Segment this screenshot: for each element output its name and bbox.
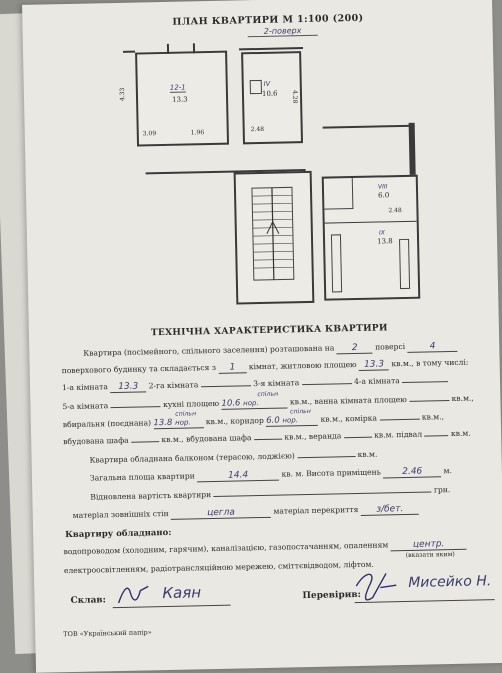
height-unit: м.	[443, 466, 453, 476]
wall-stub	[123, 51, 135, 53]
row-restore	[90, 485, 450, 502]
room1-label: 12-1	[169, 83, 186, 92]
slab-label: матеріал перекриття	[273, 504, 359, 516]
section-title: ТЕХНІЧНА ХАРАКТЕРИСТИКА КВАРТИРИ	[150, 323, 388, 339]
room3-label: VIII	[377, 183, 388, 191]
stairs-icon	[236, 173, 313, 303]
utilities-line-2: електроосвітленням, радіотрансляційною мережею, сміттєвідводом, ліфтом.	[63, 559, 374, 576]
room2-field-label: 2-га кімната	[148, 380, 199, 391]
basement-label: кв.м. підвал	[374, 429, 423, 440]
veranda-label: кв.м., веранда	[284, 431, 342, 442]
slab-value: з/бет.	[361, 504, 419, 516]
row-total	[90, 466, 452, 485]
room4-area: 13.8	[377, 237, 393, 246]
room4-label: IX	[378, 229, 385, 237]
row-balcony	[90, 450, 378, 465]
row-wc	[62, 407, 445, 431]
rooms-value: 1	[218, 362, 246, 374]
room2-area: 10.6	[261, 89, 278, 98]
row-room-list	[62, 375, 448, 394]
living-area-suffix: кв.м., в тому числі:	[391, 357, 469, 369]
total-value: 14.4	[197, 470, 279, 483]
walls-value: цегла	[171, 507, 271, 520]
compiled-label: Склав:	[70, 595, 107, 607]
wardrobe2-label: кв.м., вбудована шафа	[161, 433, 252, 445]
floor-suffix: поверсі	[375, 341, 406, 352]
walls-label: матеріал зовнішніх стін	[72, 508, 169, 520]
bath-unit: кв.м.,	[451, 393, 474, 404]
height-value: 2.46	[383, 466, 441, 478]
document-sheet	[22, 0, 502, 673]
restore-unit: грн.	[433, 485, 451, 495]
room1-field-value: 13.3	[110, 381, 146, 393]
row-kitchen	[62, 390, 474, 414]
room3-field-label: 3-я кімната	[253, 378, 300, 389]
heating-value: центр.	[391, 539, 467, 552]
room4-field-label: 4-а кімната	[353, 376, 400, 387]
utilities-label: водопроводом (холодним, гарячим), каналізацією, газопостачанням, опаленням	[63, 540, 389, 557]
window-icon	[250, 80, 262, 94]
compiled-signature-mark	[114, 582, 154, 607]
living-area-value: 13.3	[359, 359, 389, 371]
row-rooms	[62, 358, 469, 378]
room-plan-2	[241, 51, 303, 144]
room1-area: 13.3	[171, 95, 188, 104]
staircase-plan	[234, 171, 315, 305]
room1-dim-bottom-left: 3.09	[142, 130, 157, 138]
room5-field-label: 5-а кімната	[62, 401, 109, 412]
room1-field-label: 1-а кімната	[61, 382, 108, 393]
bath-fixtures-icon	[331, 234, 342, 292]
corridor-label: кв.м., коридор	[205, 415, 264, 427]
room3-area: 6.0	[378, 191, 390, 200]
room-plan-3	[322, 175, 421, 301]
room2-dim-bottom: 2.48	[250, 125, 265, 134]
heating-note: (вказати яким)	[405, 550, 455, 560]
checked-label: Перевірив:	[302, 589, 362, 602]
sink-fixtures-icon	[399, 239, 410, 289]
room1-dim-left: 4.33	[118, 87, 127, 102]
room2-dim-right: 4.28	[291, 89, 299, 104]
room-plan-1	[118, 51, 229, 147]
row-materials	[73, 504, 419, 522]
plan-title: ПЛАН КВАРТИРИ М 1:100 (200)	[172, 12, 364, 28]
corridor-value: 6.0 нор. спільн	[266, 415, 318, 427]
storeys-value: 4	[407, 341, 457, 353]
wc-label: вбиральня (поєднана)	[62, 418, 152, 430]
checked-signature: Мисейко Н.	[408, 573, 492, 591]
room3-dim: 2.48	[388, 207, 402, 215]
checked-signature-mark	[352, 567, 405, 608]
floor-value: 2	[337, 343, 373, 355]
rooms-label: поверхового будинку та складається з	[61, 362, 217, 376]
row-floor	[83, 341, 457, 360]
height-label: кв. м. Висота приміщень	[281, 467, 381, 479]
room1-dim-bottom-right: 1.96	[190, 129, 205, 137]
total-label: Загальна площа квартири	[89, 471, 195, 483]
storeroom-label: кв.м., комірка	[320, 413, 378, 424]
footer-publisher: ТОВ «Український папір»	[63, 628, 152, 639]
floor-label: Квартира (посімейного, спільного заселення) розташована на	[83, 343, 335, 358]
storeroom-unit: кв.м.,	[421, 412, 445, 422]
room2-label: IV	[263, 79, 271, 88]
wardrobe-label: вбудована шафа	[63, 435, 129, 447]
equipped-title: Квартиру обладнано:	[65, 527, 172, 541]
restore-label: Відновлена вартість квартири	[90, 490, 212, 502]
compiled-signature: Каян	[162, 583, 202, 603]
bath-label: кв.м., ванна кімната площею	[289, 394, 407, 407]
kitchen-label: кухні площею	[162, 398, 220, 410]
kitchen-value: 10.6 нор. спільн	[221, 397, 287, 409]
living-area-label: кімнат, житловою площею	[248, 359, 357, 372]
row-wardrobe	[63, 429, 471, 447]
balcony-label: Квартира обладнана балконом (терасою, лоджією)	[89, 451, 295, 465]
wc-value: 13.8 нор. спільн	[153, 417, 203, 429]
basement-unit: кв.м.	[450, 428, 471, 439]
balcony-unit: кв.м.	[357, 449, 378, 459]
floor-note: 2-поверх	[248, 26, 318, 37]
